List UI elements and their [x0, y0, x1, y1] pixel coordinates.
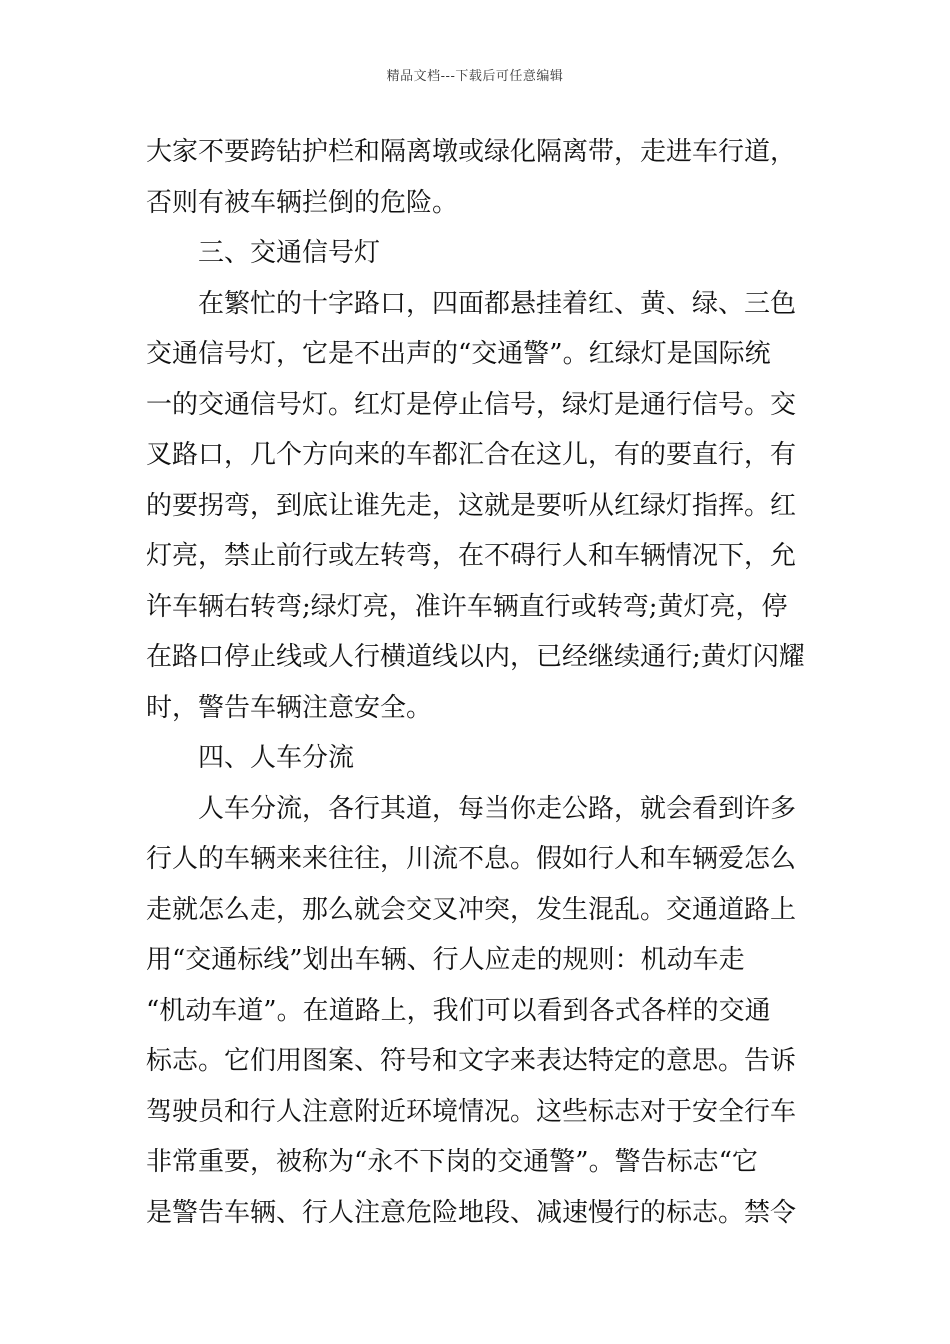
- section-heading: 四、人车分流: [198, 743, 355, 773]
- text-line: 时，警告车辆注意安全。: [146, 692, 433, 723]
- text-line: 一的交通信号灯。红灯是停止信号，绿灯是通行信号。交: [146, 389, 797, 420]
- text-line: 走就怎么走，那么就会交叉冲突，发生混乱。交通道路上: [146, 894, 797, 925]
- text-line: 标志。它们用图案、符号和文字来表达特定的意思。告诉: [146, 1046, 797, 1076]
- text-line: 在繁忙的十字路口，四面都悬挂着红、黄、绿、三色: [198, 288, 797, 319]
- text-line: 人车分流，各行其道，每当你走公路，就会看到许多: [198, 793, 797, 824]
- text-line: 叉路口，几个方向来的车都汇合在这儿，有的要直行，有: [146, 440, 797, 470]
- text-line: 是警告车辆、行人注意危险地段、减速慢行的标志。禁令: [146, 1197, 797, 1228]
- text-line: 灯亮，禁止前行或左转弯，在不碍行人和车辆情况下，允: [146, 541, 797, 571]
- text-line: 否则有被车辆拦倒的危险。: [146, 187, 459, 218]
- document-body: [146, 127, 806, 1238]
- text-line: 许车辆右转弯;绿灯亮，准许车辆直行或转弯;黄灯亮，停: [146, 591, 788, 622]
- text-line: 行人的车辆来来往往，川流不息。假如行人和车辆爱怎么: [146, 844, 797, 874]
- text-line: 在路口停止线或人行横道线以内，已经继续通行;黄灯闪耀: [146, 642, 805, 672]
- text-line: 的要拐弯，到底让谁先走，这就是要听从红绿灯指挥。红: [146, 490, 797, 521]
- text-line: 大家不要跨钻护栏和隔离墩或绿化隔离带，走进车行道，: [146, 137, 797, 167]
- section-heading: 三、交通信号灯: [198, 238, 381, 268]
- text-line: “机动车道”。在道路上，我们可以看到各式各样的交通: [146, 995, 771, 1026]
- text-line: 驾驶员和行人注意附近环境情况。这些标志对于安全行车: [146, 1096, 797, 1127]
- text-line: 交通信号灯，它是不出声的“交通警”。红绿灯是国际统: [146, 339, 771, 369]
- text-line: 非常重要，被称为“永不下岗的交通警”。警告标志“它: [146, 1147, 758, 1177]
- text-line: 用“交通标线”划出车辆、行人应走的规则：机动车走: [146, 945, 745, 975]
- page-header: 精品文档---下载后可任意编辑: [386, 69, 564, 84]
